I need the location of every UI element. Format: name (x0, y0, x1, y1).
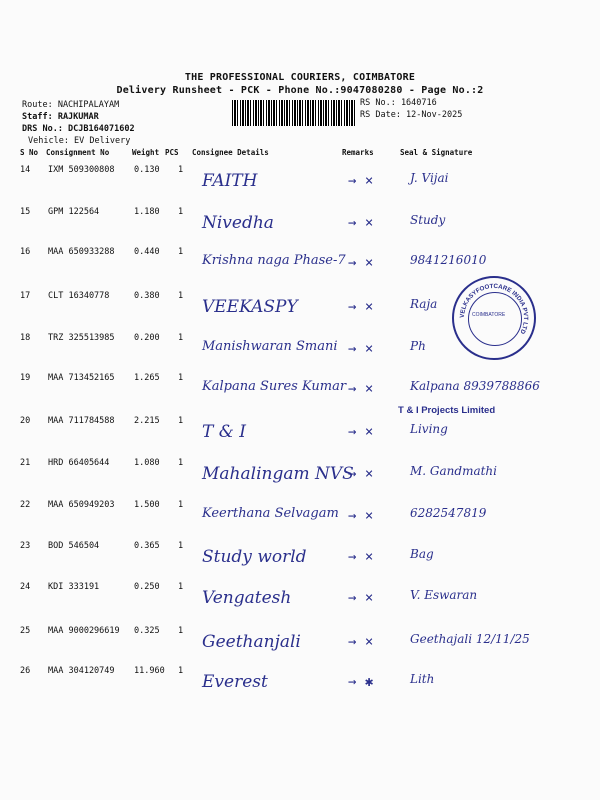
row-weight: 0.365 (134, 541, 160, 551)
row-weight: 0.440 (134, 247, 160, 257)
row-pcs: 1 (178, 333, 184, 343)
row-remark-mark: → × (348, 508, 374, 524)
row-signature: V. Eswaran (410, 588, 478, 602)
row-consignment-no: TRZ 325513985 (48, 333, 115, 343)
row-consignment-no: MAA 713452165 (48, 373, 115, 383)
row-signature: Geethajali 12/11/25 (410, 632, 530, 646)
row-sno: 24 (20, 582, 31, 592)
col-sno: S No (20, 148, 39, 157)
col-consignment: Consignment No (46, 148, 110, 157)
row-pcs: 1 (178, 165, 184, 175)
col-remarks: Remarks (342, 148, 374, 157)
row-consignment-no: MAA 650933288 (48, 247, 115, 257)
row-weight: 0.130 (134, 165, 160, 175)
row-consignee: Kalpana Sures Kumar (202, 379, 347, 394)
row-consignee: Geethanjali (202, 632, 301, 652)
col-consignee: Consignee Details (192, 148, 269, 157)
row-signature: Lith (410, 672, 435, 686)
row-consignment-no: GPM 122564 (48, 207, 100, 217)
row-remark-mark: → × (348, 590, 374, 606)
row-consignment-no: IXM 509300808 (48, 165, 115, 175)
row-consignment-no: MAA 711784588 (48, 416, 115, 426)
drs-label: DRS No.: DCJB164071602 (22, 124, 135, 134)
vehicle-label: Vehicle: EV Delivery (28, 136, 131, 146)
row-sno: 14 (20, 165, 31, 175)
rs-date: RS Date: 12-Nov-2025 (360, 110, 463, 120)
route-label: Route: NACHIPALAYAM (22, 100, 120, 110)
row-sno: 20 (20, 416, 31, 426)
row-weight: 11.960 (134, 666, 165, 676)
page-subtitle: Delivery Runsheet - PCK - Phone No.:9047080280 - Page No.:2 (116, 85, 484, 96)
row-sno: 16 (20, 247, 31, 257)
round-stamp-text: VELKASYFOOTCARE INDIA PVT LTD (458, 282, 530, 335)
row-consignee: Manishwaran Smani (202, 339, 338, 354)
col-seal-signature: Seal & Signature (400, 148, 473, 157)
row-consignee: Study world (202, 547, 307, 567)
row-weight: 0.380 (134, 291, 160, 301)
row-consignment-no: BOD 546504 (48, 541, 100, 551)
row-signature: 9841216010 (410, 253, 487, 267)
row-remark-mark: → × (348, 255, 374, 271)
row-remark-mark: → × (348, 634, 374, 650)
row-remark-mark: → × (348, 215, 374, 231)
row-pcs: 1 (178, 541, 184, 551)
row-signature: Raja (410, 297, 438, 311)
row-signature: Study (410, 213, 446, 227)
row-consignee: Nivedha (202, 213, 274, 233)
row-signature: Ph (410, 339, 426, 353)
row-pcs: 1 (178, 207, 184, 217)
row-consignee: Vengatesh (202, 588, 292, 608)
col-pcs: PCS (165, 148, 179, 157)
row-pcs: 1 (178, 291, 184, 301)
row-signature: Bag (410, 547, 434, 561)
row-pcs: 1 (178, 626, 184, 636)
row-weight: 0.200 (134, 333, 160, 343)
row-consignee: T & I (202, 422, 246, 442)
row-remark-mark: → × (348, 381, 374, 397)
row-consignee: Keerthana Selvagam (202, 506, 339, 521)
row-signature: Kalpana 8939788866 (410, 379, 540, 393)
rs-number: RS No.: 1640716 (360, 98, 437, 108)
row-sno: 15 (20, 207, 31, 217)
row-consignee: FAITH (202, 171, 258, 191)
row-weight: 1.265 (134, 373, 160, 383)
row-signature: M. Gandmathi (410, 464, 497, 478)
company-round-stamp (452, 276, 536, 360)
row-weight: 1.180 (134, 207, 160, 217)
row-weight: 0.250 (134, 582, 160, 592)
row-consignment-no: CLT 16340778 (48, 291, 110, 301)
row-pcs: 1 (178, 247, 184, 257)
row-pcs: 1 (178, 666, 184, 676)
row-pcs: 1 (178, 416, 184, 426)
row-weight: 1.080 (134, 458, 160, 468)
row-weight: 0.325 (134, 626, 160, 636)
row-consignee: Everest (202, 672, 268, 692)
row-consignee: Krishna naga Phase-7 (202, 253, 346, 268)
page-title: THE PROFESSIONAL COURIERS, COIMBATORE (184, 72, 416, 83)
row-pcs: 1 (178, 458, 184, 468)
col-weight: Weight (132, 148, 160, 157)
row-sno: 22 (20, 500, 31, 510)
row-sno: 23 (20, 541, 31, 551)
row-sno: 19 (20, 373, 31, 383)
row-weight: 2.215 (134, 416, 160, 426)
round-stamp-city: COIMBATORE (472, 312, 506, 318)
row-consignment-no: MAA 304120749 (48, 666, 115, 676)
row-sno: 17 (20, 291, 31, 301)
row-remark-mark: → × (348, 341, 374, 357)
row-sno: 25 (20, 626, 31, 636)
row-sno: 18 (20, 333, 31, 343)
row-pcs: 1 (178, 582, 184, 592)
row-sno: 21 (20, 458, 31, 468)
row-signature: Living (410, 422, 448, 436)
row-sno: 26 (20, 666, 31, 676)
row-consignee: Mahalingam NVS (202, 464, 354, 484)
row-pcs: 1 (178, 373, 184, 383)
row-remark-mark: → ✱ (348, 674, 374, 690)
staff-label: Staff: RAJKUMAR (22, 112, 99, 122)
row-consignment-no: MAA 9000296619 (48, 626, 120, 636)
row-consignee: VEEKASPY (202, 297, 298, 317)
barcode (232, 100, 356, 126)
row-signature: 6282547819 (410, 506, 487, 520)
row-consignment-no: HRD 66405644 (48, 458, 110, 468)
row-remark-mark: → × (348, 549, 374, 565)
company-name-stamp: T & I Projects Limited (398, 405, 496, 416)
row-signature: J. Vijai (410, 171, 449, 185)
row-pcs: 1 (178, 500, 184, 510)
row-remark-mark: → × (348, 424, 374, 440)
row-remark-mark: → × (348, 466, 374, 482)
row-consignment-no: KDI 333191 (48, 582, 100, 592)
row-remark-mark: → × (348, 299, 374, 315)
row-weight: 1.500 (134, 500, 160, 510)
row-remark-mark: → × (348, 173, 374, 189)
row-consignment-no: MAA 650949203 (48, 500, 115, 510)
